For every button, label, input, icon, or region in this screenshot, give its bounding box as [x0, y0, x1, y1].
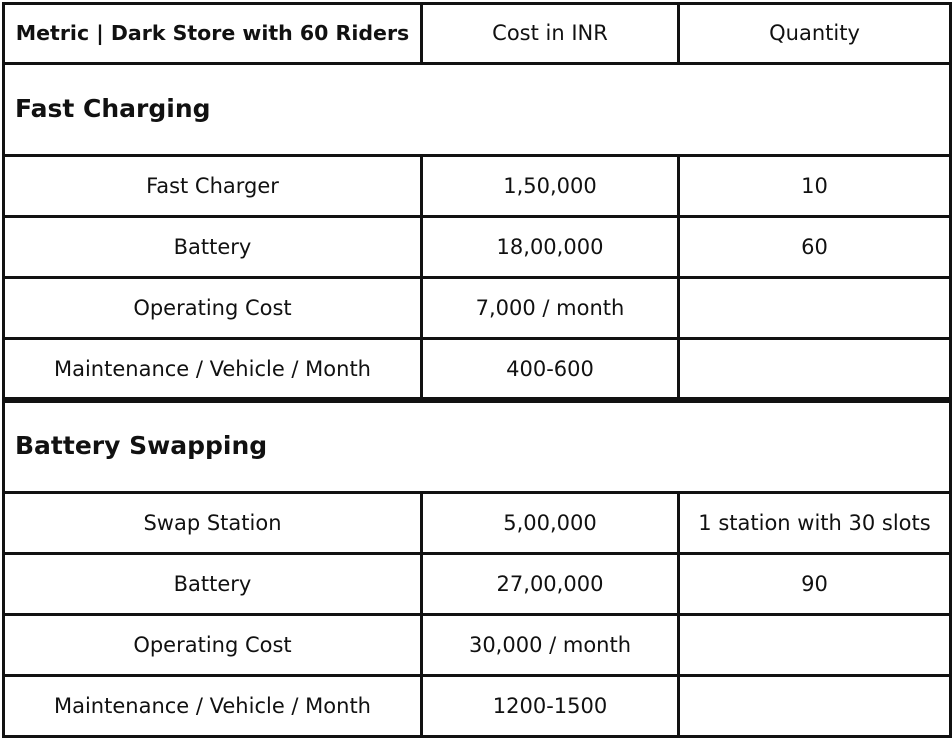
section-row-battery-swapping [4, 400, 951, 492]
section-row-fast-charging [4, 64, 951, 156]
quantity-cell [679, 614, 951, 675]
cost-cell: 30,000 / month [422, 614, 679, 675]
cost-cell: 1200-1500 [422, 675, 679, 736]
quantity-cell: 1 station with 30 slots [679, 492, 951, 553]
metric-cell: Maintenance / Vehicle / Month [4, 675, 422, 736]
header-quantity: Quantity [679, 4, 951, 64]
metric-cell: Battery [4, 553, 422, 614]
table-row [4, 278, 951, 339]
table-row [4, 217, 951, 278]
table-row [4, 614, 951, 675]
cost-cell: 18,00,000 [422, 217, 679, 278]
cost-cell: 5,00,000 [422, 492, 679, 553]
quantity-cell [679, 675, 951, 736]
quantity-cell: 60 [679, 217, 951, 278]
cost-cell: 1,50,000 [422, 156, 679, 217]
cost-cell: 27,00,000 [422, 553, 679, 614]
section-title: Fast Charging [4, 64, 951, 156]
metric-cell: Maintenance / Vehicle / Month [4, 339, 422, 400]
cost-comparison-table-container [2, 2, 949, 738]
metric-cell: Fast Charger [4, 156, 422, 217]
header-metric: Metric | Dark Store with 60 Riders [4, 4, 422, 64]
cost-cell: 7,000 / month [422, 278, 679, 339]
table-row [4, 339, 951, 400]
cost-cell: 400-600 [422, 339, 679, 400]
quantity-cell: 90 [679, 553, 951, 614]
table-header-row [4, 4, 951, 64]
table-row [4, 492, 951, 553]
metric-cell: Battery [4, 217, 422, 278]
quantity-cell [679, 278, 951, 339]
quantity-cell: 10 [679, 156, 951, 217]
metric-cell: Swap Station [4, 492, 422, 553]
metric-cell: Operating Cost [4, 614, 422, 675]
section-title: Battery Swapping [4, 400, 951, 492]
table-row [4, 156, 951, 217]
header-cost: Cost in INR [422, 4, 679, 64]
metric-cell: Operating Cost [4, 278, 422, 339]
table-row [4, 553, 951, 614]
quantity-cell [679, 339, 951, 400]
table-row [4, 675, 951, 736]
cost-comparison-table [2, 2, 952, 738]
